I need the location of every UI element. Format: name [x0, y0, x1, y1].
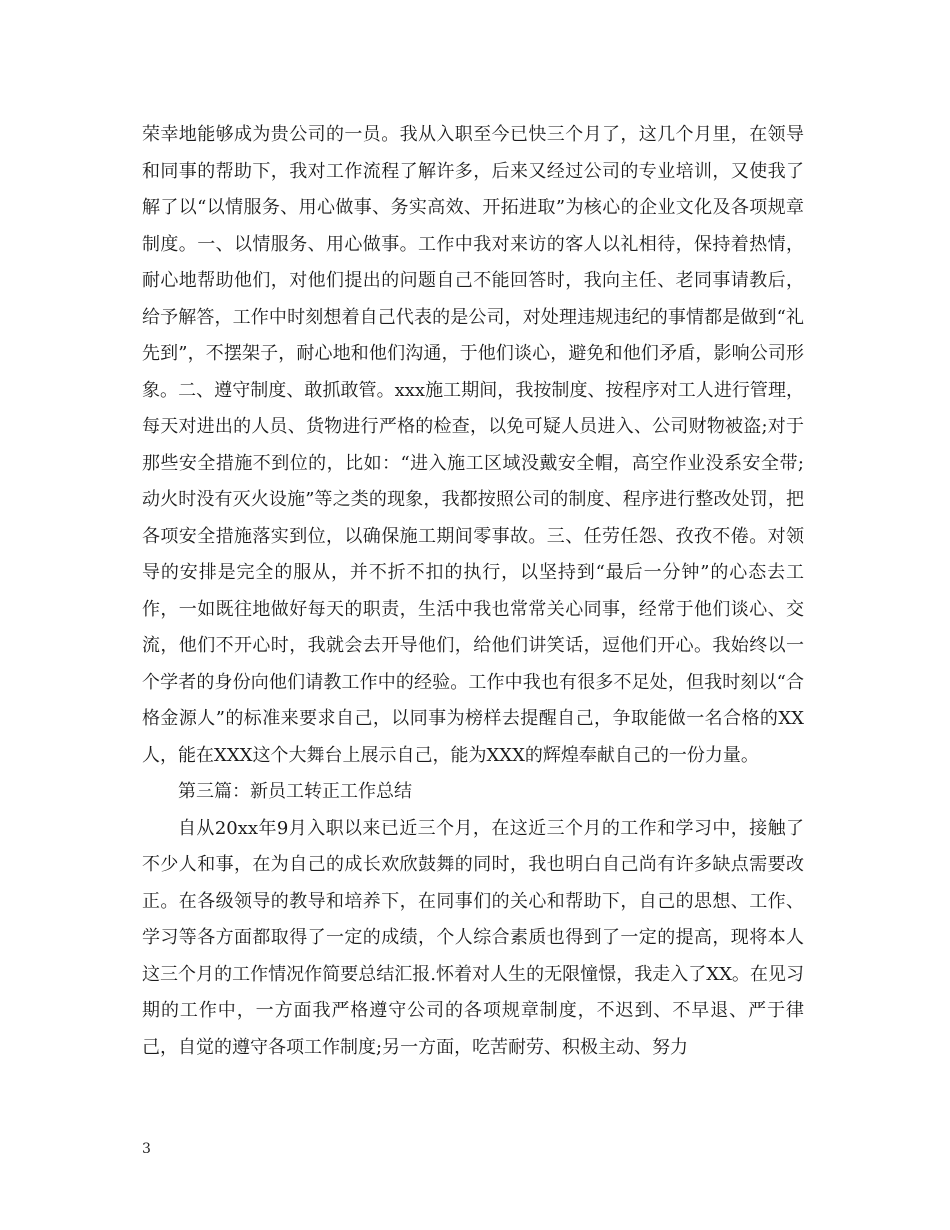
section-heading: 第三篇：新员工转正工作总结: [178, 781, 412, 802]
document-body: [142, 117, 804, 1066]
page-number: 3: [142, 1141, 151, 1157]
paragraph-continued: 荣幸地能够成为贵公司的一员。我从入职至今已快三个月了，这几个月里，在领导和同事的帮助下，我对工作流程了解许多，后来又经过公司的专业培训，又使我了解了以“以情服务、用心做事、务实高效、开拓进取”为核心的企业文化及各项规章制度。一、以情服务、用心做事。工作中我对来访的客人以礼相待，保持着热情，耐心地帮助他们，对他们提出的问题自己不能回答时，我向主任、老同事请教后，给予解答，工作中时刻想着自己代表的是公司，对处理违规违纪的事情都是做到“礼先到”，不摆架子，耐心地和他们沟通，于他们谈心，避免和他们矛盾，影响公司形象。二、遵守制度、敢抓敢管。xxx施工期间，我按制度、按程序对工人进行管理，每天对进出的人员、货物进行严格的检查，以免可疑人员进入、公司财物被盗;对于那些安全措施不到位的，比如：“进入施工区域没戴安全帽，高空作业没系安全带;动火时没有灭火设施”等之类的现象，我都按照公司的制度、程序进行整改处罚，把各项安全措施落实到位，以确保施工期间零事故。三、任劳任怨、孜孜不倦。对领导的安排是完全的服从，并不折不扣的执行，以坚持到“最后一分钟”的心态去工作，一如既往地做好每天的职责，生活中我也常常关心同事，经常于他们谈心、交流，他们不开心时，我就会去开导他们，给他们讲笑话，逗他们开心。我始终以一个学者的身份向他们请教工作中的经验。工作中我也有很多不足处，但我时刻以“合格金源人”的标准来要求自己，以同事为榜样去提醒自己，争取能做一名合格的XX人，能在XXX这个大舞台上展示自己，能为XXX的辉煌奉献自己的一份力量。: [142, 124, 804, 766]
paragraph-summary: 自从20xx年9月入职以来已近三个月，在这近三个月的工作和学习中，接触了不少人和事，在为自己的成长欢欣鼓舞的同时，我也明白自己尚有许多缺点需要改正。在各级领导的教导和培养下，在同事们的关心和帮助下，自己的思想、工作、学习等各方面都取得了一定的成绩，个人综合素质也得到了一定的提高，现将本人这三个月的工作情况作简要总结汇报.怀着对人生的无限憧憬，我走入了XX。在见习期的工作中，一方面我严格遵守公司的各项规章制度，不迟到、不早退、严于律己，自觉的遵守各项工作制度;另一方面，吃苦耐劳、积极主动、努力: [142, 817, 804, 1058]
